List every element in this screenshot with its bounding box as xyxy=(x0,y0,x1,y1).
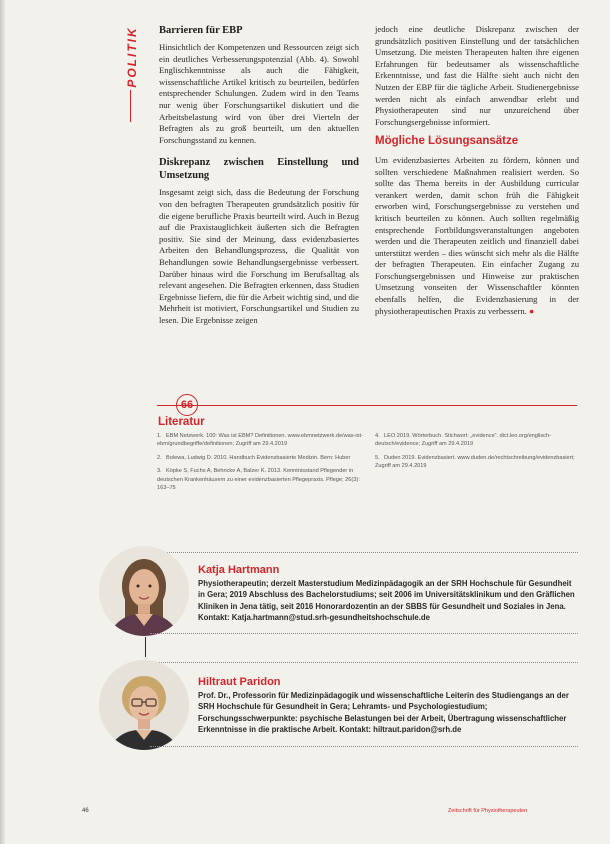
left-column xyxy=(159,24,359,332)
heading-discrepancy: Diskrepanz zwischen Einstellung und Umsetzung xyxy=(159,157,359,182)
paragraph-barriers: Hinsichtlich der Kompetenzen und Ressourcen zeigt sich ein deutliches Verbesserungspotenzial (Abb. 4). Sowohl Englischkenntnisse als auch die Fähigkeit, wissenschaftliche Artikel kritisch zu beurteilen, bedürfen entsprechender Schulungen. Zudem wird in den Teams nur wenig über Forschungsartikel diskutiert und die Arbeitsbelastung wird von über drei Vierteln der Befragten als zu groß beurteilt, um den aktuellen Forschungsstand zu kennen. xyxy=(159,42,359,145)
section-rubric xyxy=(120,20,142,140)
journal-name: Zeitschrift für Physiotherapeuten xyxy=(448,808,528,814)
references-right xyxy=(375,432,580,476)
reference-item: 5. Duden 2019. Evidenzbasiert. www.duden.de/rechtschreibung/evidenzbasiert; Zugriff am 29.4.2019 xyxy=(375,454,575,470)
rubric-line xyxy=(130,90,131,122)
solutions-text: Um evidenzbasiertes Arbeiten zu fördern, können und sollten verschiedene Maßnahmen realisiert werden. So sollte das Thema bereits in der Ausbildung curricular verankert werden, damit schon früh die Fähigkeit erworben wird, Forschungsergebnisse zu verstehen und kritisch beurteilen zu können. Auch sollten regelmäßig entsprechende Fortbildungsveranstaltungen angeboten werden und die Therapeuten zeitlich und finanziell dabei unterstützt werden – dies wünscht sich mehr als die Hälfte der befragten Therapeuten. Ein einfacher Zugang zu Forschungsergebnissen und Hinweise zur praktischen Umsetzung vonseiten der Wissenschaftler könnten ebenfalls helfen, die Evidenzbasierung in der physiotherapeutischen Praxis zu verbessern. xyxy=(375,154,579,316)
author-photo-paridon xyxy=(99,660,189,750)
author-photo-hartmann xyxy=(99,546,189,636)
heading-barriers: Barrieren für EBP xyxy=(159,25,243,36)
reference-item: 3. Köpke S, Fuchs A, Behncke A, Balzer K. 2013. Kenntnisstand Pflegender in deutschen Krankenhäusern zu einer evidenzbasierten Pflegepraxis. Pflege; 26(3): 163–75 xyxy=(157,468,360,492)
right-column xyxy=(375,24,579,323)
divider xyxy=(150,552,578,553)
references-left xyxy=(157,432,367,497)
heading-solutions: Mögliche Lösungsansätze xyxy=(375,135,519,148)
divider xyxy=(150,662,578,663)
reference-item: 4. LEO 2019. Wörterbuch. Stichwort: „evidence“. dict.leo.org/englisch-deutsch/evidence; Zugriff am 29.4.2019 xyxy=(375,433,551,448)
paragraph-continuation: jedoch eine deutliche Diskrepanz zwischen der grundsätzlich positiven Einstellung und der tatsächlichen Umsetzung. Die meisten Therapeuten halten ihre eigenen Erfahrungen für bedeutsamer als wissenschaftliche Erkenntnisse, und fast die Hälfte sieht auch nicht den Nutzen der EBP für die tägliche Arbeit. Studienergebnisse werden nicht als einfach anwendbar erlebt und Physiotherapeuten sind nur unzureichend über Forschungsergebnisse informiert. xyxy=(375,24,579,127)
literature-title: Literatur xyxy=(158,416,205,428)
author-name-paridon: Hiltraut Paridon xyxy=(198,676,281,688)
reference-item: 2. Bolewa, Ludwig D. 2010. Handbuch Evidenzbasierte Medizin. Bern: Huber xyxy=(157,454,351,461)
divider xyxy=(150,633,578,634)
quote-icon: 66 xyxy=(176,394,198,416)
literature-rule xyxy=(157,405,577,406)
divider xyxy=(150,746,578,747)
author-name-hartmann: Katja Hartmann xyxy=(198,564,280,576)
page-edge-shadow xyxy=(0,0,6,844)
reference-item: 1. EBM Netzwerk. 100: Was ist EBM? Definitionen. www.ebmnetzwerk.de/was-ist-ebm/grundbegriffe/definitionen; Zugriff am 29.4.2019 xyxy=(157,433,363,448)
author-bio-hartmann: Physiotherapeutin; derzeit Masterstudium Medizinpädagogik an der SRH Hochschule für Gesundheit in Gera; 2019 Abschluss des Bachelorstudiums; seit 2006 im Universitätsklinikum und den Gräflichen Kliniken in Jena tätig, seit 2016 Honorardozentin an der SBBS für Gesundheit und Soziales in Jena. Kontakt: Katja.hartmann@stud.srh-gesundheitshochschule.de xyxy=(198,579,575,623)
author-connector xyxy=(145,637,146,657)
page-number: 46 xyxy=(82,808,89,814)
article-end-mark: ● xyxy=(528,305,535,316)
section-label: POLITIK xyxy=(125,26,139,88)
paragraph-solutions xyxy=(375,155,579,317)
paragraph-discrepancy: Insgesamt zeigt sich, dass die Bedeutung der Forschung von den befragten Therapeuten grundsätzlich positiv für die eigene berufliche Praxis beurteilt wird. Auch in Bezug auf die Praxistauglichkeit äußerten sich die Befragten positiv. Sie sind der Meinung, dass evidenzbasiertes Arbeiten den Behandlungsprozess, die Qualität von Behandlungen sowie Behandlungsergebnisse verbessert. Darüber hinaus wird die Forschung im Berufsalltag als relevant angesehen. Die Befragten erkennen, dass Studien Ergebnisse liefern, die für die Arbeit wichtig sind, und die Mehrheit ist motiviert, Forschungsartikel und Studien zu lesen. Die Ergebnisse zeigen xyxy=(159,187,359,325)
author-bio-paridon: Prof. Dr., Professorin für Medizinpädagogik und wissenschaftliche Leiterin des Studiengangs an der SRH Hochschule für Gesundheit in Gera; Lehramts- und Psychologiestudium; Forschungsschwerpunkte: psychische Belastungen bei der Arbeit, Übertragung wissenschaftlicher Erkenntnisse in die praktische Arbeit. Kontakt: hiltraut.paridon@srh.de xyxy=(198,691,569,735)
